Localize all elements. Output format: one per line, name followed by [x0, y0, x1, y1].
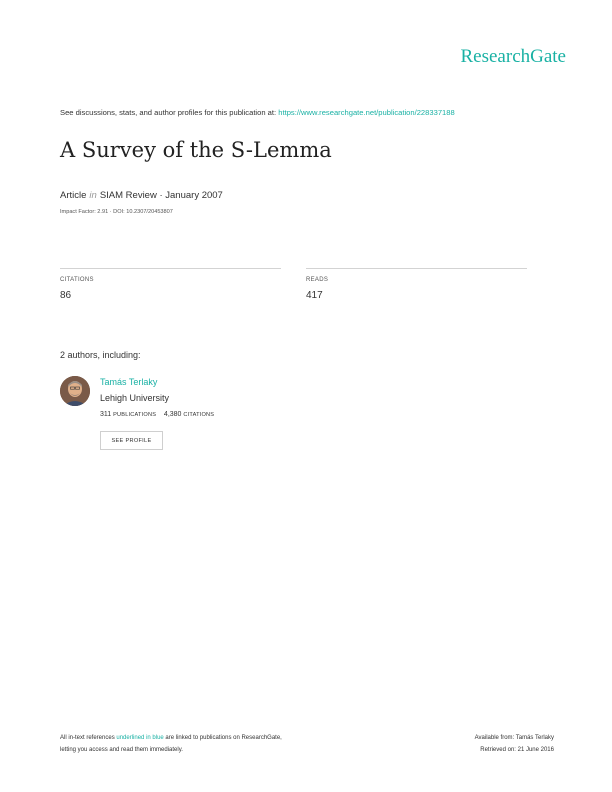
authors-heading: 2 authors, including: — [60, 350, 141, 360]
reads-label: READS — [306, 277, 329, 283]
publication-type: Article — [60, 190, 87, 201]
see-profile-button[interactable]: SEE PROFILE — [100, 431, 163, 450]
reads-value: 417 — [306, 290, 323, 301]
publication-title: A Survey of the S-Lemma — [60, 138, 332, 162]
citations-value: 86 — [60, 290, 72, 301]
author-publications-count: 311 — [100, 411, 112, 418]
publication-venue-date[interactable]: SIAM Review · January 2007 — [99, 190, 223, 201]
publication-meta — [60, 190, 223, 201]
author-publications-label: PUBLICATIONS — [113, 412, 157, 418]
in-word: in — [89, 190, 97, 201]
footer-retrieved-on: Retrieved on: 21 June 2016 — [480, 747, 554, 753]
author-name-link[interactable]: Tamás Terlaky — [100, 377, 158, 387]
footer-availability — [475, 732, 554, 756]
footer-available-from: Available from: Tamás Terlaky — [474, 735, 554, 741]
citations-label: CITATIONS — [60, 277, 94, 283]
footer-left-text-a: All in-text references — [60, 735, 115, 741]
discussion-lead-text: See discussions, stats, and author profiles for this publication at: — [60, 108, 277, 117]
publication-link[interactable]: https://www.researchgate.net/publication/228337188 — [278, 108, 455, 117]
author-avatar[interactable] — [60, 376, 90, 406]
footer-references-note — [60, 732, 282, 756]
footer-left-line2: letting you access and read them immediately. — [60, 747, 183, 753]
author-citations-label: CITATIONS — [183, 412, 215, 418]
author-stats — [100, 411, 214, 418]
underlined-in-blue-link[interactable]: underlined in blue — [116, 735, 164, 741]
author-citations-count: 4,380 — [163, 411, 182, 418]
researchgate-logo[interactable]: ResearchGate — [460, 46, 566, 67]
author-photo-icon — [60, 376, 90, 406]
discussion-line — [60, 108, 455, 117]
footer-left-text-b: are linked to publications on ResearchGate, — [165, 735, 282, 741]
reads-divider — [306, 268, 527, 269]
footer-left-line1 — [60, 732, 282, 744]
author-institution: Lehigh University — [100, 393, 170, 403]
impact-doi-line: Impact Factor: 2.91 · DOI: 10.2307/20453807 — [60, 209, 173, 215]
citations-divider — [60, 268, 281, 269]
